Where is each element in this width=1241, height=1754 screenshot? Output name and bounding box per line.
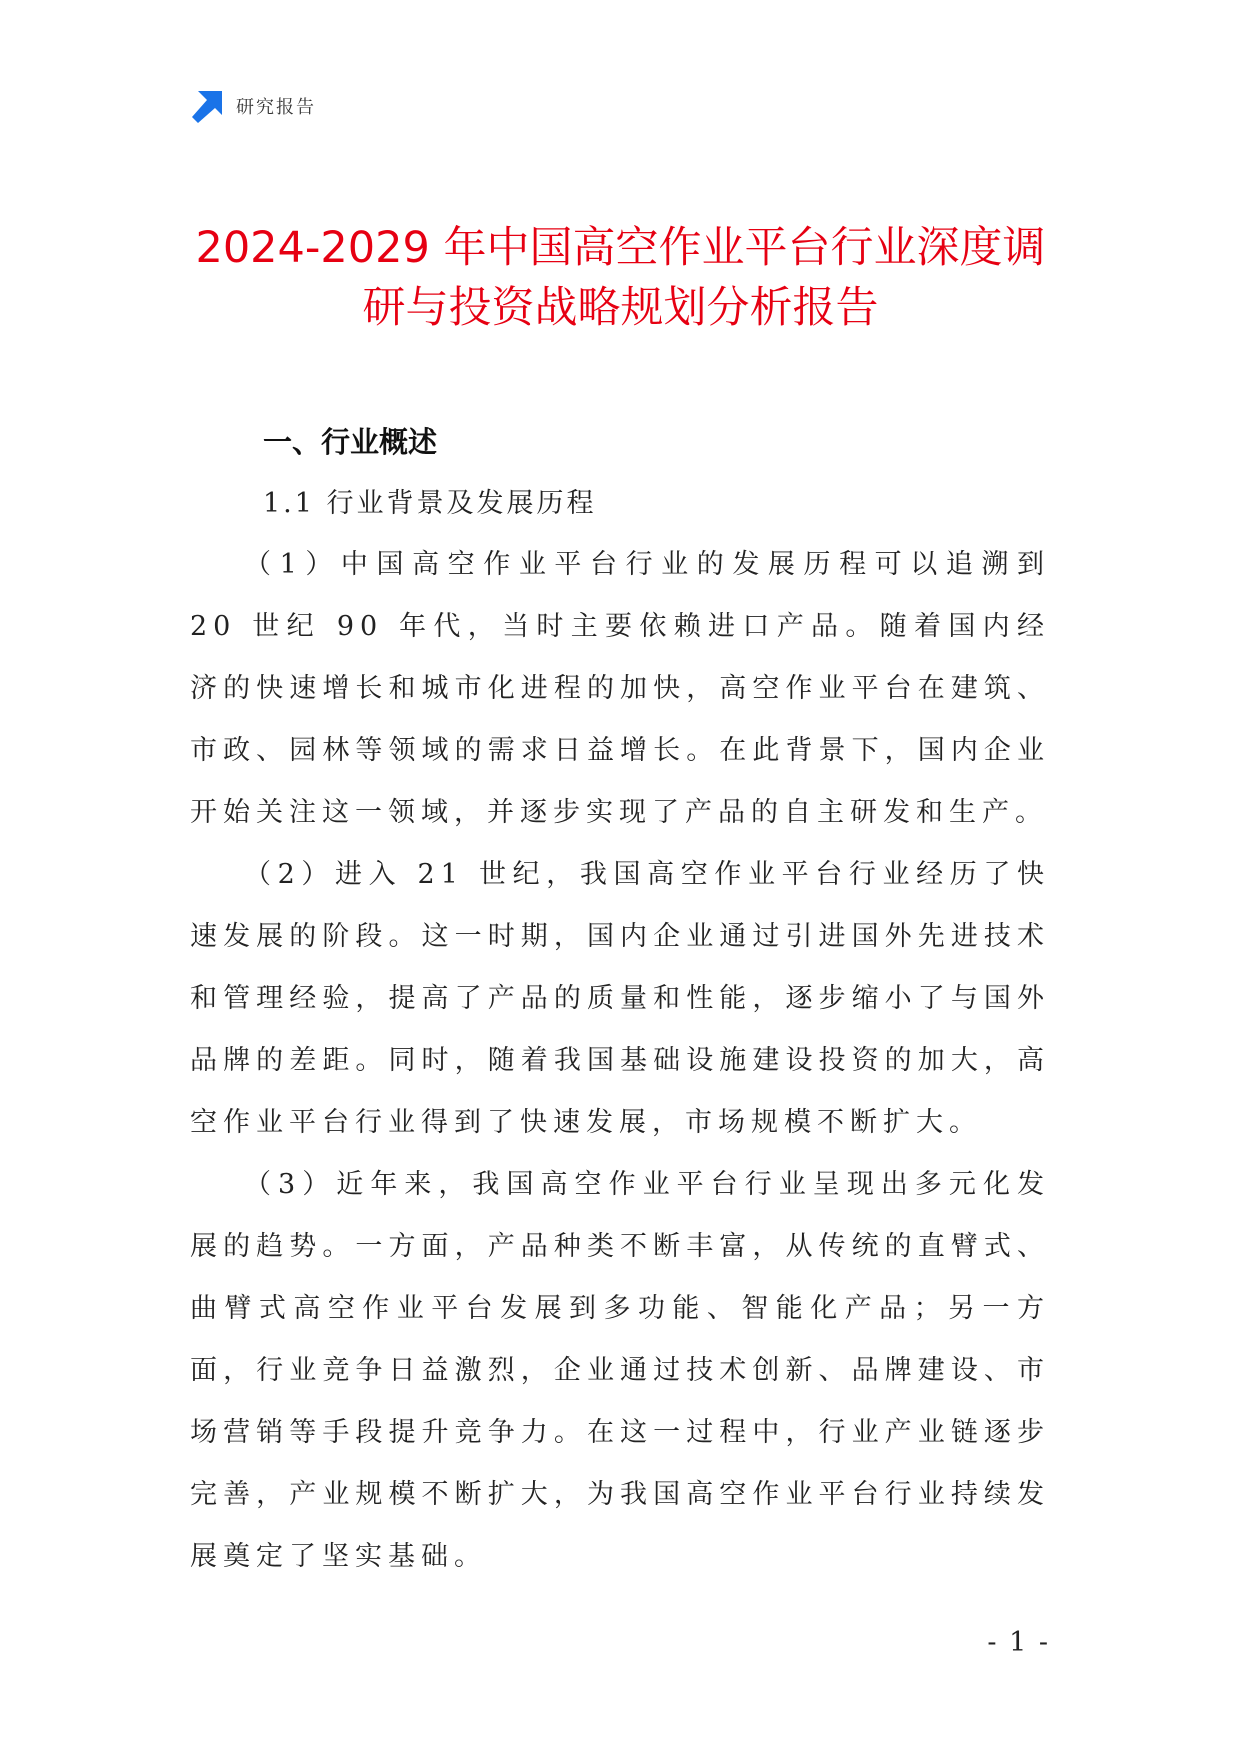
- report-header: [190, 88, 316, 124]
- subsection-heading: 1.1 行业背景及发展历程: [263, 488, 597, 519]
- section-heading: 一、行业概述: [263, 425, 438, 459]
- page-number: - 1 -: [987, 1627, 1050, 1658]
- report-title-line-2: 研与投资战略规划分析报告: [362, 283, 879, 333]
- body-text: [190, 534, 1050, 1588]
- paragraph-1: （1）中国高空作业平台行业的发展历程可以追溯到 20 世纪 90 年代，当时主要依赖进口产品。随着国内经济的快速增长和城市化进程的加快，高空作业平台在建筑、市政、园林等领域的需求日益增长。在此背景下，国内企业开始关注这一领域，并逐步实现了产品的自主研发和生产。: [190, 549, 1050, 828]
- report-title-line-1: 2024-2029 年中国高空作业平台行业深度调: [195, 223, 1046, 273]
- paragraph-2: （2）进入 21 世纪，我国高空作业平台行业经历了快速发展的阶段。这一时期，国内企业通过引进国外先进技术和管理经验，提高了产品的质量和性能，逐步缩小了与国外品牌的差距。同时，随着我国基础设施建设投资的加大，高空作业平台行业得到了快速发展，市场规模不断扩大。: [190, 859, 1050, 1138]
- header-label: 研究报告: [236, 97, 316, 118]
- report-title: [150, 218, 1091, 338]
- arrow-up-right-logo-icon: [190, 89, 224, 123]
- paragraph-3: （3）近年来，我国高空作业平台行业呈现出多元化发展的趋势。一方面，产品种类不断丰富，从传统的直臂式、曲臂式高空作业平台发展到多功能、智能化产品；另一方面，行业竞争日益激烈，企业通过技术创新、品牌建设、市场营销等手段提升竞争力。在这一过程中，行业产业链逐步完善，产业规模不断扩大，为我国高空作业平台行业持续发展奠定了坚实基础。: [190, 1169, 1050, 1572]
